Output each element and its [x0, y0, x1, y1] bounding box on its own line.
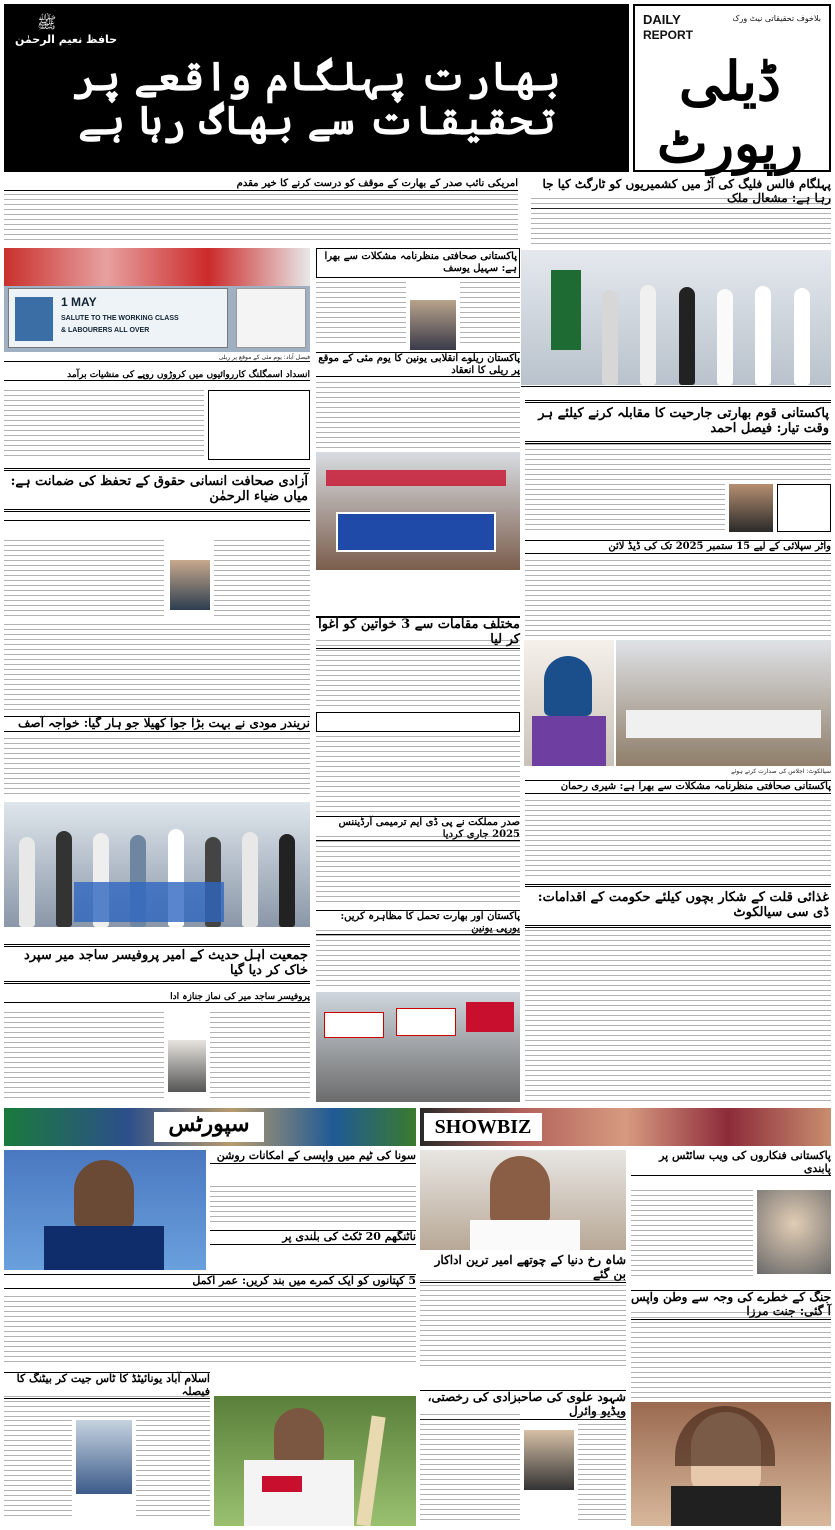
left-subhead — [4, 520, 310, 521]
may-banner-line2: SALUTE TO THE WORKING CLASS — [61, 315, 179, 322]
sports-headline-2: 5 کپتانوں کو ایک کمرے میں بند کریں: عمر اکمل — [4, 1274, 416, 1289]
showbiz-body-2 — [420, 1414, 520, 1524]
cricketer-photo-1 — [4, 1150, 206, 1270]
right-body-5 — [525, 930, 831, 1102]
writer-photo — [757, 1190, 831, 1274]
officials-caption — [521, 386, 831, 387]
right-body-1 — [525, 444, 831, 480]
left-headline-4: جمعیت اہل حدیث کے امیر پروفیسر ساجد میر سپرد خاک کر دیا گیا — [4, 944, 310, 984]
center-headline-2: پاکستان ریلوے انقلابی یونین کا یوم مئی کے موقع پر ریلی کا انعقاد — [316, 352, 520, 377]
left-body-3 — [214, 540, 310, 620]
protest-photo-2 — [316, 992, 520, 1102]
right-headline-1: پاکستانی قوم بھارتی جارحیت کا مقابلہ کرنے کیلئے ہر وقت تیار: فیصل احمد — [525, 400, 831, 444]
sports-headline-1: سونا کی ٹیم میں واپسی کے امکانات روشن — [210, 1150, 416, 1164]
minister-photo — [524, 640, 614, 766]
top-left-headline: امریکی نائب صدر کے بھارت کے موقف کو درست کرنے کا خیر مقدم — [4, 178, 518, 191]
right-body-3 — [525, 560, 831, 636]
banner-headline-box — [4, 4, 629, 172]
right-body-2 — [525, 484, 725, 532]
center-body-5 — [316, 836, 520, 906]
may-day-photo — [4, 248, 310, 352]
showbiz-body-5 — [631, 1312, 831, 1398]
officials-photo — [521, 250, 831, 385]
showbiz-body-4 — [631, 1190, 753, 1280]
actor-photo — [420, 1150, 626, 1250]
showbiz-strip — [420, 1108, 831, 1146]
center-body-6 — [316, 930, 520, 988]
left-headline-1: آزادی صحافت انسانی حقوق کے تحفظ کی ضمانت ہے: میاں ضیاء الرحمٰن — [4, 468, 310, 512]
banner-byline: حافظ نعیم الرحمٰن — [15, 33, 118, 46]
sports-headline-4: ناٹنگھم 20 ٹکٹ کی بلندی پر — [210, 1230, 416, 1245]
top-left-body — [4, 194, 518, 244]
showbiz-body-1 — [420, 1280, 626, 1370]
actress-photo — [631, 1402, 831, 1526]
right-headline-3: پاکستانی صحافتی منظرنامہ مشکلات سے بھرا ہے: شیری رحمان — [525, 780, 831, 794]
sports-headline-3: اسلام آباد یونائیٹڈ کا ٹاس جیت کر بیٹنگ کا فیصلہ — [4, 1372, 210, 1399]
may-banner-line3: & LABOURERS ALL OVER — [61, 327, 150, 334]
musician-photo — [524, 1430, 574, 1490]
showbiz-headline-4: پاکستانی فنکاروں کی ویب سائٹس پر پابندی — [631, 1150, 831, 1176]
sports-body-5 — [136, 1420, 210, 1520]
scholar-photo — [168, 1040, 206, 1092]
sports-body-2 — [4, 1296, 416, 1366]
showbiz-headline-1: شاہ رخ دنیا کے چوتھے امیر ترین اداکار بن گئے — [420, 1254, 626, 1283]
center-headline-1: پاکستانی صحافتی منظرنامہ مشکلات سے بھرا ہے: سہیل یوسف — [324, 251, 517, 274]
center-headline-4: صدر مملکت نے پی ڈی ایم ترمیمی آرڈیننس 2025 جاری کردیا — [316, 816, 520, 841]
masthead-daily: DAILY — [643, 12, 681, 27]
cricketer-photo-2 — [214, 1396, 416, 1526]
columnist-photo-1 — [410, 300, 456, 350]
center-body-1 — [316, 282, 406, 346]
banner-headline: بھارت پہلگام واقعے پر تحقیقات سے بھاگ رہا ہے — [73, 53, 561, 144]
left-headline-5: پروفیسر ساجد میر کی نماز جنازہ ادا — [4, 992, 310, 1003]
sports-body-1 — [210, 1186, 416, 1226]
showbiz-label: SHOWBIZ — [434, 1116, 532, 1138]
center-body-4 — [316, 736, 520, 812]
left-headline-3: نریندر مودی نے بہت بڑا جوا کھیلا جو ہار گیا: خواجہ آصف — [4, 716, 310, 732]
sports-body-3 — [4, 1396, 210, 1418]
may-day-caption: فیصل آباد: یوم مئی کے موقع پر ریلی — [4, 354, 310, 362]
meeting-photo — [616, 640, 831, 766]
showbiz-body-3 — [578, 1414, 626, 1524]
center-headline-5: پاکستان اور بھارت تحمل کا مظاہرہ کریں: یورپی یونین — [316, 910, 520, 935]
right-body-4 — [525, 800, 831, 878]
center-headline-3: مختلف مقامات سے 3 خواتین کو اغوا کر لیا — [316, 616, 520, 649]
left-body-5 — [4, 738, 310, 798]
center-body-3 — [316, 640, 520, 710]
sports-label: سپورٹس — [168, 1111, 250, 1137]
top-right-body — [531, 198, 831, 246]
sports-strip — [4, 1108, 416, 1146]
group-photo — [4, 802, 310, 927]
player-photo-small — [76, 1420, 132, 1494]
center-headline-1-box — [316, 248, 520, 278]
may-banner-line1: 1 MAY — [61, 295, 97, 309]
center-body-1b — [460, 282, 520, 346]
left-body-2 — [4, 540, 164, 620]
center-body-2 — [316, 382, 520, 448]
showbiz-headline-2: جنگ کے خطرے کی وجہ سے وطن واپس آ گئی: جنت مرزا — [631, 1290, 831, 1318]
right-small-box — [777, 484, 831, 532]
left-body-7 — [210, 1012, 310, 1102]
left-body-6 — [4, 1012, 164, 1102]
masthead-box — [633, 4, 831, 176]
left-small-box — [208, 390, 310, 460]
showbiz-headline-3: شہود علوی کی صاحبزادی کی رخصتی، ویڈیو وائرل — [420, 1390, 626, 1420]
columnist-photo-2 — [170, 560, 210, 610]
left-body-4 — [4, 624, 310, 714]
masthead-report: REPORT — [643, 28, 694, 42]
masthead-title: ڈیلی رپورٹ — [657, 49, 803, 176]
banner-ornaments-top: ﷺ — [37, 13, 57, 32]
right-headline-4: غذائی قلت کے شکار بچوں کیلئے حکومت کے اقدامات: ڈی سی سیالکوٹ — [525, 884, 831, 928]
rally-photo — [316, 452, 520, 570]
top-right-headline: پہلگام فالس فلیگ کی آڑ میں کشمیریوں کو ٹارگٹ کیا جا رہا ہے: مشعال ملک — [531, 178, 831, 209]
left-body-1 — [4, 390, 204, 460]
center-headline-4-box — [316, 712, 520, 732]
masthead-tagline: بلاخوف تحقیقاتی نیٹ ورک — [732, 14, 821, 23]
meeting-caption: سیالکوٹ: اجلاس کی صدارت کرتے ہوئے — [731, 768, 831, 775]
left-headline-2: انسداد اسمگلنگ کارروائیوں میں کروڑوں روپے کی منشیات برآمد — [4, 370, 310, 381]
sports-body-4 — [4, 1420, 72, 1520]
columnist-photo-3 — [729, 484, 773, 532]
right-headline-2: واٹر سپلائی کے لیے 15 ستمبر 2025 تک کی ڈیڈ لائن — [525, 540, 831, 554]
